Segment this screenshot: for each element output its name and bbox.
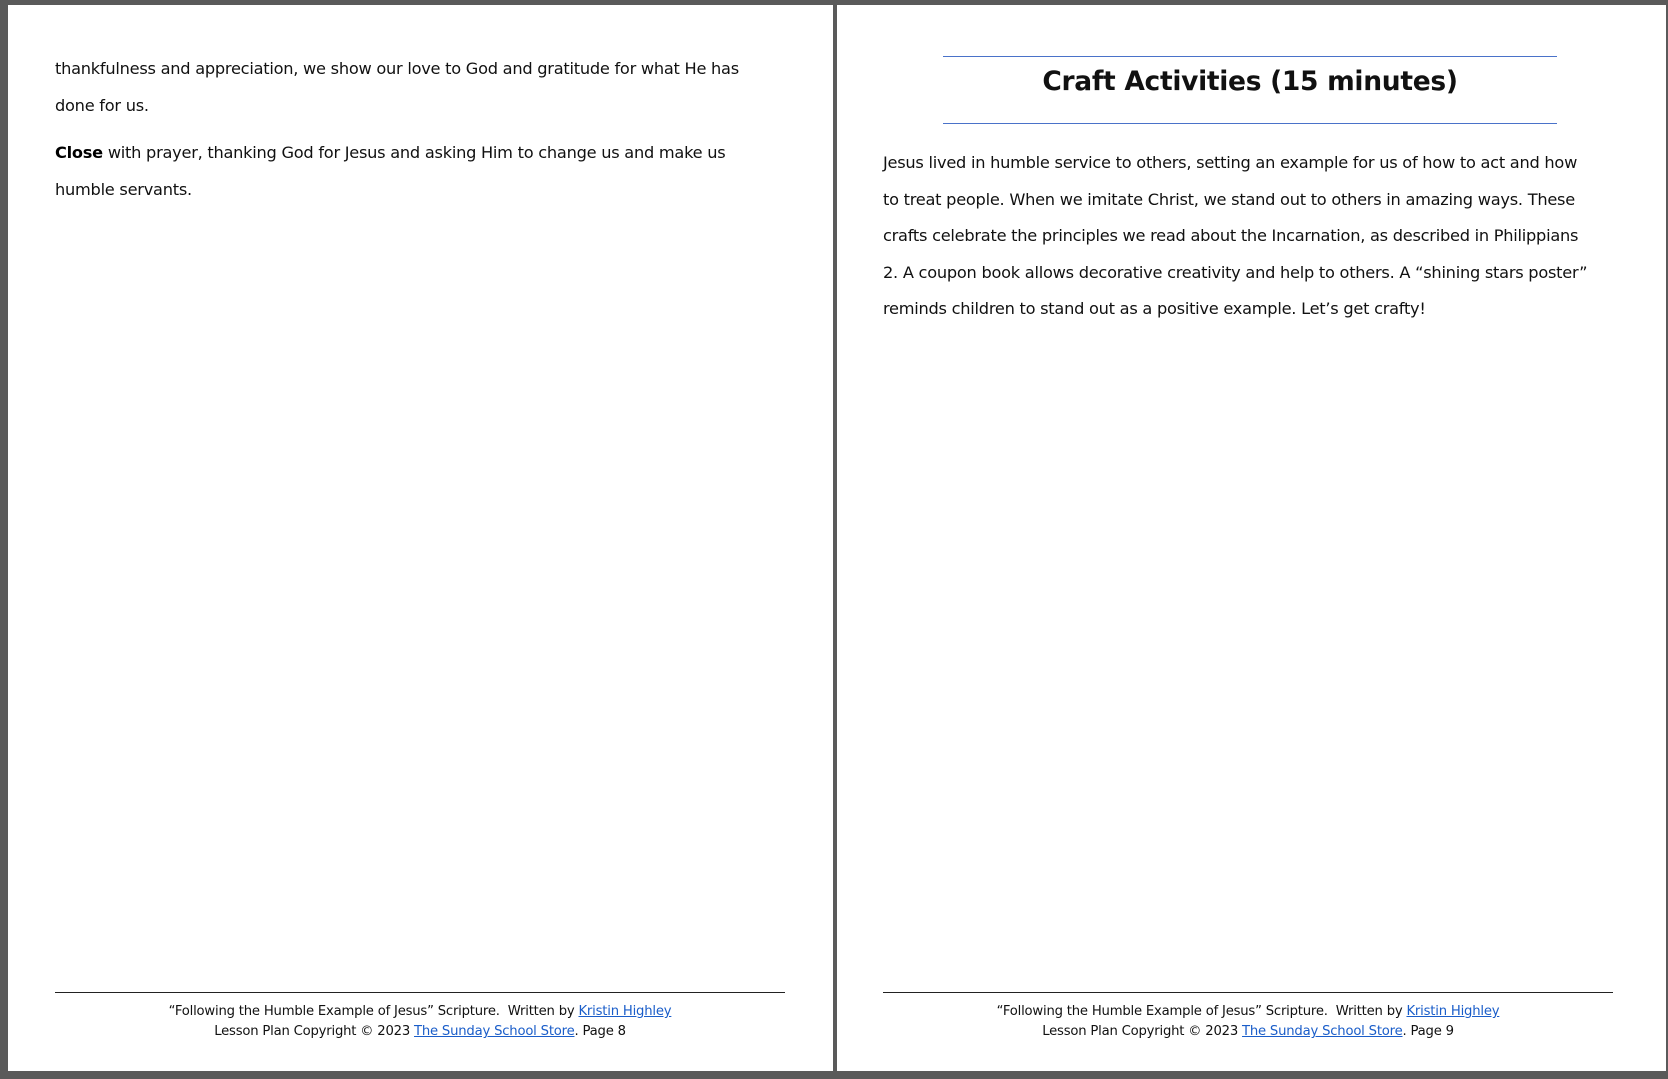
text-line: done for us. xyxy=(55,95,149,115)
paragraph-close-prayer xyxy=(55,135,795,208)
text-line: Jesus lived in humble service to others, setting an example for us of how to act and how xyxy=(883,153,1578,172)
author-link[interactable]: Kristin Highley xyxy=(578,1004,672,1019)
text-line: to treat people. When we imitate Christ, we stand out to others in amazing ways. These xyxy=(883,189,1575,209)
footer-divider xyxy=(55,992,785,993)
heading-top-rule xyxy=(943,56,1557,57)
heading-bottom-rule xyxy=(943,123,1557,124)
footer-line-2 xyxy=(55,1022,785,1042)
page-footer xyxy=(55,1002,785,1042)
footer-copyright-text: Lesson Plan Copyright © 2023 xyxy=(214,1024,415,1039)
footer-line-1 xyxy=(55,1002,785,1022)
paragraph-craft-intro xyxy=(883,145,1643,328)
paragraph-thankfulness xyxy=(55,51,795,124)
text-line: crafts celebrate the principles we read about the Incarnation, as described in Philippians xyxy=(883,226,1579,245)
footer-credit-text: “Following the Humble Example of Jesus” Scripture. Written by xyxy=(996,1004,1407,1019)
page-number: . Page 9 xyxy=(1402,1024,1454,1039)
footer-credit-text: “Following the Humble Example of Jesus” Scripture. Written by xyxy=(168,1004,579,1019)
text-line: thankfulness and appreciation, we show our love to God and gratitude for what He has xyxy=(55,59,739,78)
page-number: . Page 8 xyxy=(574,1024,626,1039)
footer-line-1 xyxy=(883,1002,1613,1022)
text-line: reminds children to stand out as a positive example. Let’s get crafty! xyxy=(883,299,1426,318)
section-heading-block xyxy=(943,50,1557,119)
text-line xyxy=(55,135,795,172)
store-link[interactable]: The Sunday School Store xyxy=(414,1024,575,1039)
footer-copyright-text: Lesson Plan Copyright © 2023 xyxy=(1042,1024,1243,1039)
text-span: with prayer, thanking God for Jesus and asking Him to change us and make us xyxy=(102,143,726,162)
text-line: 2. A coupon book allows decorative creativity and help to others. A “shining stars poster” xyxy=(883,262,1588,282)
page-9 xyxy=(837,5,1666,1071)
bold-close-word: Close xyxy=(55,143,103,162)
page-footer xyxy=(883,1002,1613,1042)
section-heading: Craft Activities (15 minutes) xyxy=(1042,66,1458,97)
page-8 xyxy=(8,5,833,1071)
store-link[interactable]: The Sunday School Store xyxy=(1242,1024,1403,1039)
footer-divider xyxy=(883,992,1613,993)
footer-line-2 xyxy=(883,1022,1613,1042)
author-link[interactable]: Kristin Highley xyxy=(1406,1004,1500,1019)
text-line: humble servants. xyxy=(55,179,192,199)
